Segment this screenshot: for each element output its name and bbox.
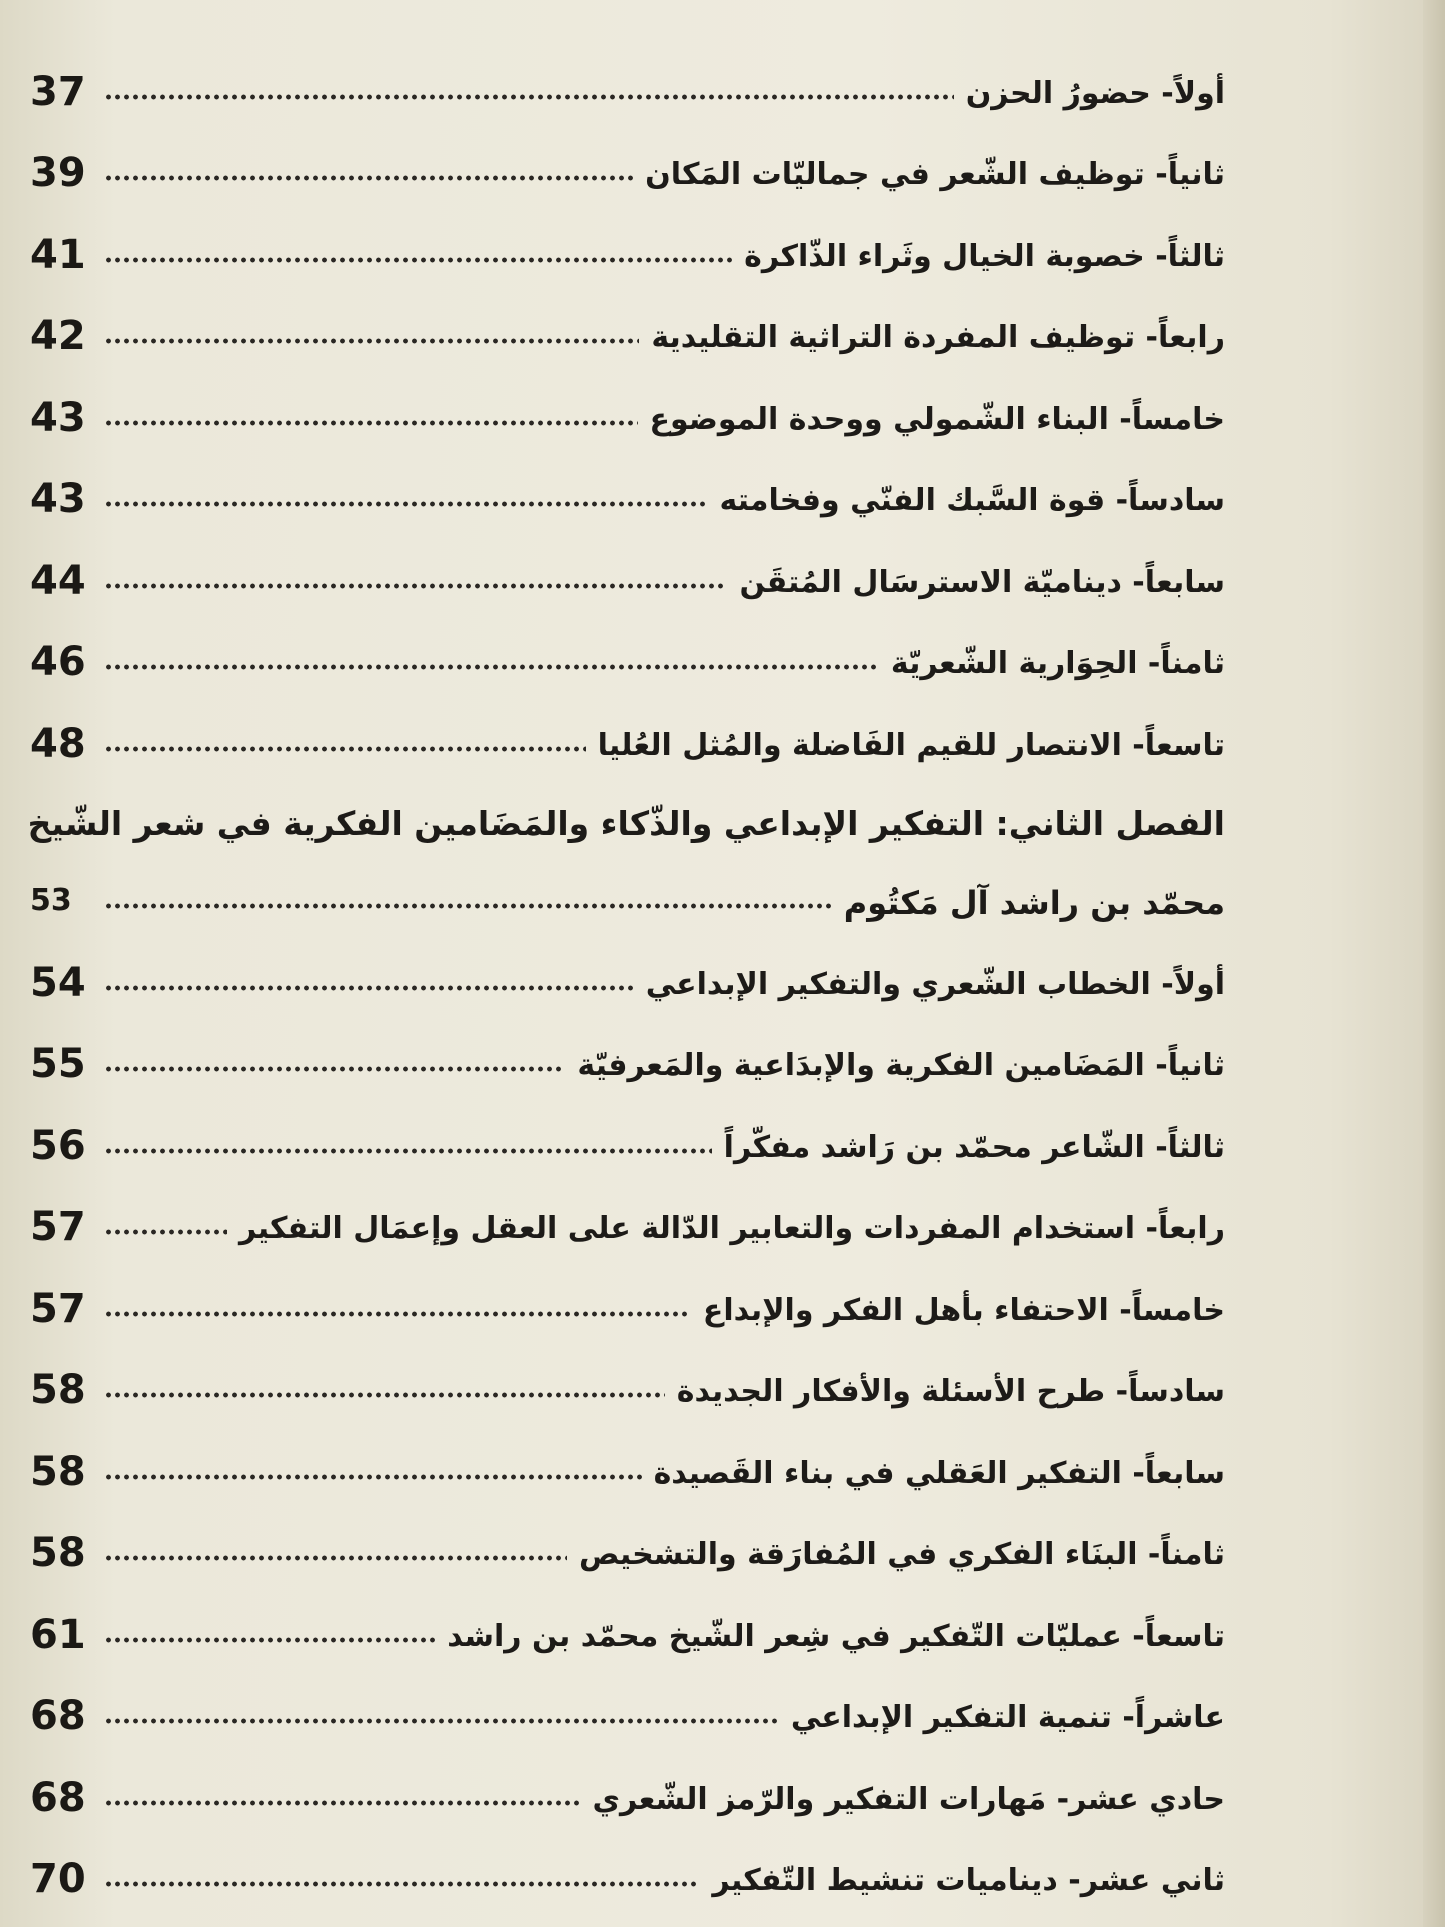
page-number: 61 — [30, 1611, 86, 1658]
dot-leader — [104, 1879, 700, 1889]
dot-leader — [104, 1635, 435, 1645]
dot-leader — [104, 499, 707, 509]
chapter-title-line1: الفصل الثاني: التفكير الإبداعي والذّكاء والمَضَامين الفكرية في شعر الشّيخ — [27, 803, 1225, 843]
entry-title: سادساً- طرح الأسئلة والأفكار الجديدة — [676, 1374, 1225, 1409]
dot-leader — [104, 1716, 779, 1726]
entry-title: تاسعاً- عمليّات التّفكير في شِعر الشّيخ محمّد بن راشد — [447, 1618, 1225, 1654]
page-edge — [1423, 0, 1445, 1927]
entry-title: سابعاً- ديناميّة الاسترسَال المُتقَن — [739, 564, 1225, 600]
dot-leader — [104, 173, 633, 183]
toc-entry — [30, 1257, 1225, 1339]
page-number: 58 — [30, 1367, 86, 1413]
toc-entry — [30, 529, 1225, 611]
entry-title: سابعاً- التفكير العَقلي في بناء القَصيدة — [653, 1455, 1225, 1491]
toc-entry — [30, 1828, 1225, 1910]
dot-leader — [104, 1553, 567, 1563]
toc-entry — [30, 1176, 1225, 1258]
page-number: 58 — [30, 1530, 86, 1576]
page-number: 41 — [30, 231, 86, 278]
dot-leader — [104, 1064, 565, 1074]
toc-entry — [30, 1502, 1225, 1584]
dot-leader — [104, 1798, 581, 1808]
entry-title: ثالثاً- خصوبة الخيال وثَراء الذّاكرة — [744, 238, 1225, 274]
toc-entry — [30, 611, 1225, 693]
entry-title: أولاً- الخطاب الشّعري والتفكير الإبداعي — [645, 966, 1225, 1002]
toc-entry — [30, 1583, 1225, 1665]
page-number: 68 — [30, 1693, 86, 1739]
dot-leader — [104, 744, 586, 754]
page-number: 70 — [30, 1856, 86, 1902]
entry-title: ثانياً- المَضَامين الفكرية والإبدَاعية والمَعرفيّة — [577, 1048, 1225, 1083]
toc-entry-chapter — [30, 850, 1225, 932]
page-number: 55 — [30, 1041, 86, 1087]
toc-entry — [30, 285, 1225, 367]
entry-title: خامساً- البناء الشّمولي ووحدة الموضوع — [649, 401, 1225, 437]
entry-title: عاشراً- تنمية التفكير الإبداعي — [790, 1700, 1225, 1735]
entry-title: ثاني عشر- ديناميات تنشيط التّفكير — [712, 1863, 1225, 1898]
toc-entry — [30, 692, 1225, 774]
page-number: 48 — [30, 720, 86, 767]
page-number: 68 — [30, 1774, 86, 1821]
entry-title: ثامناً- الحِوَارية الشّعريّة — [890, 646, 1225, 681]
page-number: 44 — [30, 557, 86, 604]
dot-leader — [104, 255, 732, 265]
entry-title: رابعاً- توظيف المفردة التراثية التقليدية — [651, 320, 1225, 355]
page-number: 54 — [30, 959, 86, 1006]
entry-title: خامساً- الاحتفاء بأهل الفكر والإبداع — [702, 1292, 1225, 1328]
dot-leader — [104, 983, 634, 993]
toc-entry — [30, 931, 1225, 1013]
dot-leader — [104, 1390, 665, 1400]
page-number: 57 — [30, 1204, 86, 1250]
dot-leader — [104, 418, 638, 428]
page-number: 53 — [30, 883, 72, 918]
dot-leader — [104, 1227, 227, 1237]
page-number: 39 — [30, 150, 86, 196]
page-number: 37 — [30, 68, 86, 115]
page-number: 46 — [30, 639, 86, 685]
toc-entry — [30, 40, 1225, 122]
dot-leader — [104, 336, 639, 346]
toc-entry — [30, 448, 1225, 530]
page-number: 58 — [30, 1448, 86, 1495]
dot-leader — [104, 1472, 642, 1482]
entry-title: ثانياً- توظيف الشّعر في جماليّات المَكان — [645, 157, 1225, 192]
chapter-title-line2: محمّد بن راشد آل مَكتُوم — [843, 884, 1225, 922]
toc-entry — [30, 1339, 1225, 1421]
page-number: 42 — [30, 313, 86, 359]
page-number: 43 — [30, 394, 86, 441]
page-number: 57 — [30, 1285, 86, 1332]
table-of-contents — [27, 40, 1225, 1909]
entry-title: تاسعاً- الانتصار للقيم الفَاضلة والمُثل العُليا — [597, 727, 1225, 763]
entry-title: ثالثاً- الشّاعر محمّد بن رَاشد مفكّراً — [723, 1129, 1225, 1165]
entry-title: أولاً- حضورُ الحزن — [965, 75, 1225, 111]
toc-entry — [30, 1013, 1225, 1095]
entry-title: سادساً- قوة السَّبك الفنّي وفخامته — [719, 483, 1225, 518]
toc-entry — [30, 203, 1225, 285]
toc-entry — [30, 1746, 1225, 1828]
dot-leader — [104, 581, 727, 591]
dot-leader — [104, 901, 832, 911]
toc-entry — [30, 366, 1225, 448]
chapter-heading — [27, 774, 1225, 850]
page-number: 56 — [30, 1122, 86, 1169]
dot-leader — [104, 92, 954, 102]
entry-title: حادي عشر- مَهارات التفكير والرّمز الشّعري — [592, 1781, 1225, 1817]
dot-leader — [104, 1146, 712, 1156]
toc-entry — [30, 1665, 1225, 1747]
dot-leader — [104, 662, 879, 672]
entry-title: رابعاً- استخدام المفردات والتعابير الدّالة على العقل وإعمَال التفكير — [239, 1211, 1225, 1246]
entry-title: ثامناً- البنَاء الفكري في المُفارَقة والتشخيص — [578, 1537, 1225, 1572]
dot-leader — [104, 1309, 691, 1319]
toc-entry — [30, 1094, 1225, 1176]
toc-entry — [30, 1420, 1225, 1502]
toc-entry — [30, 122, 1225, 204]
page-number: 43 — [30, 476, 86, 522]
